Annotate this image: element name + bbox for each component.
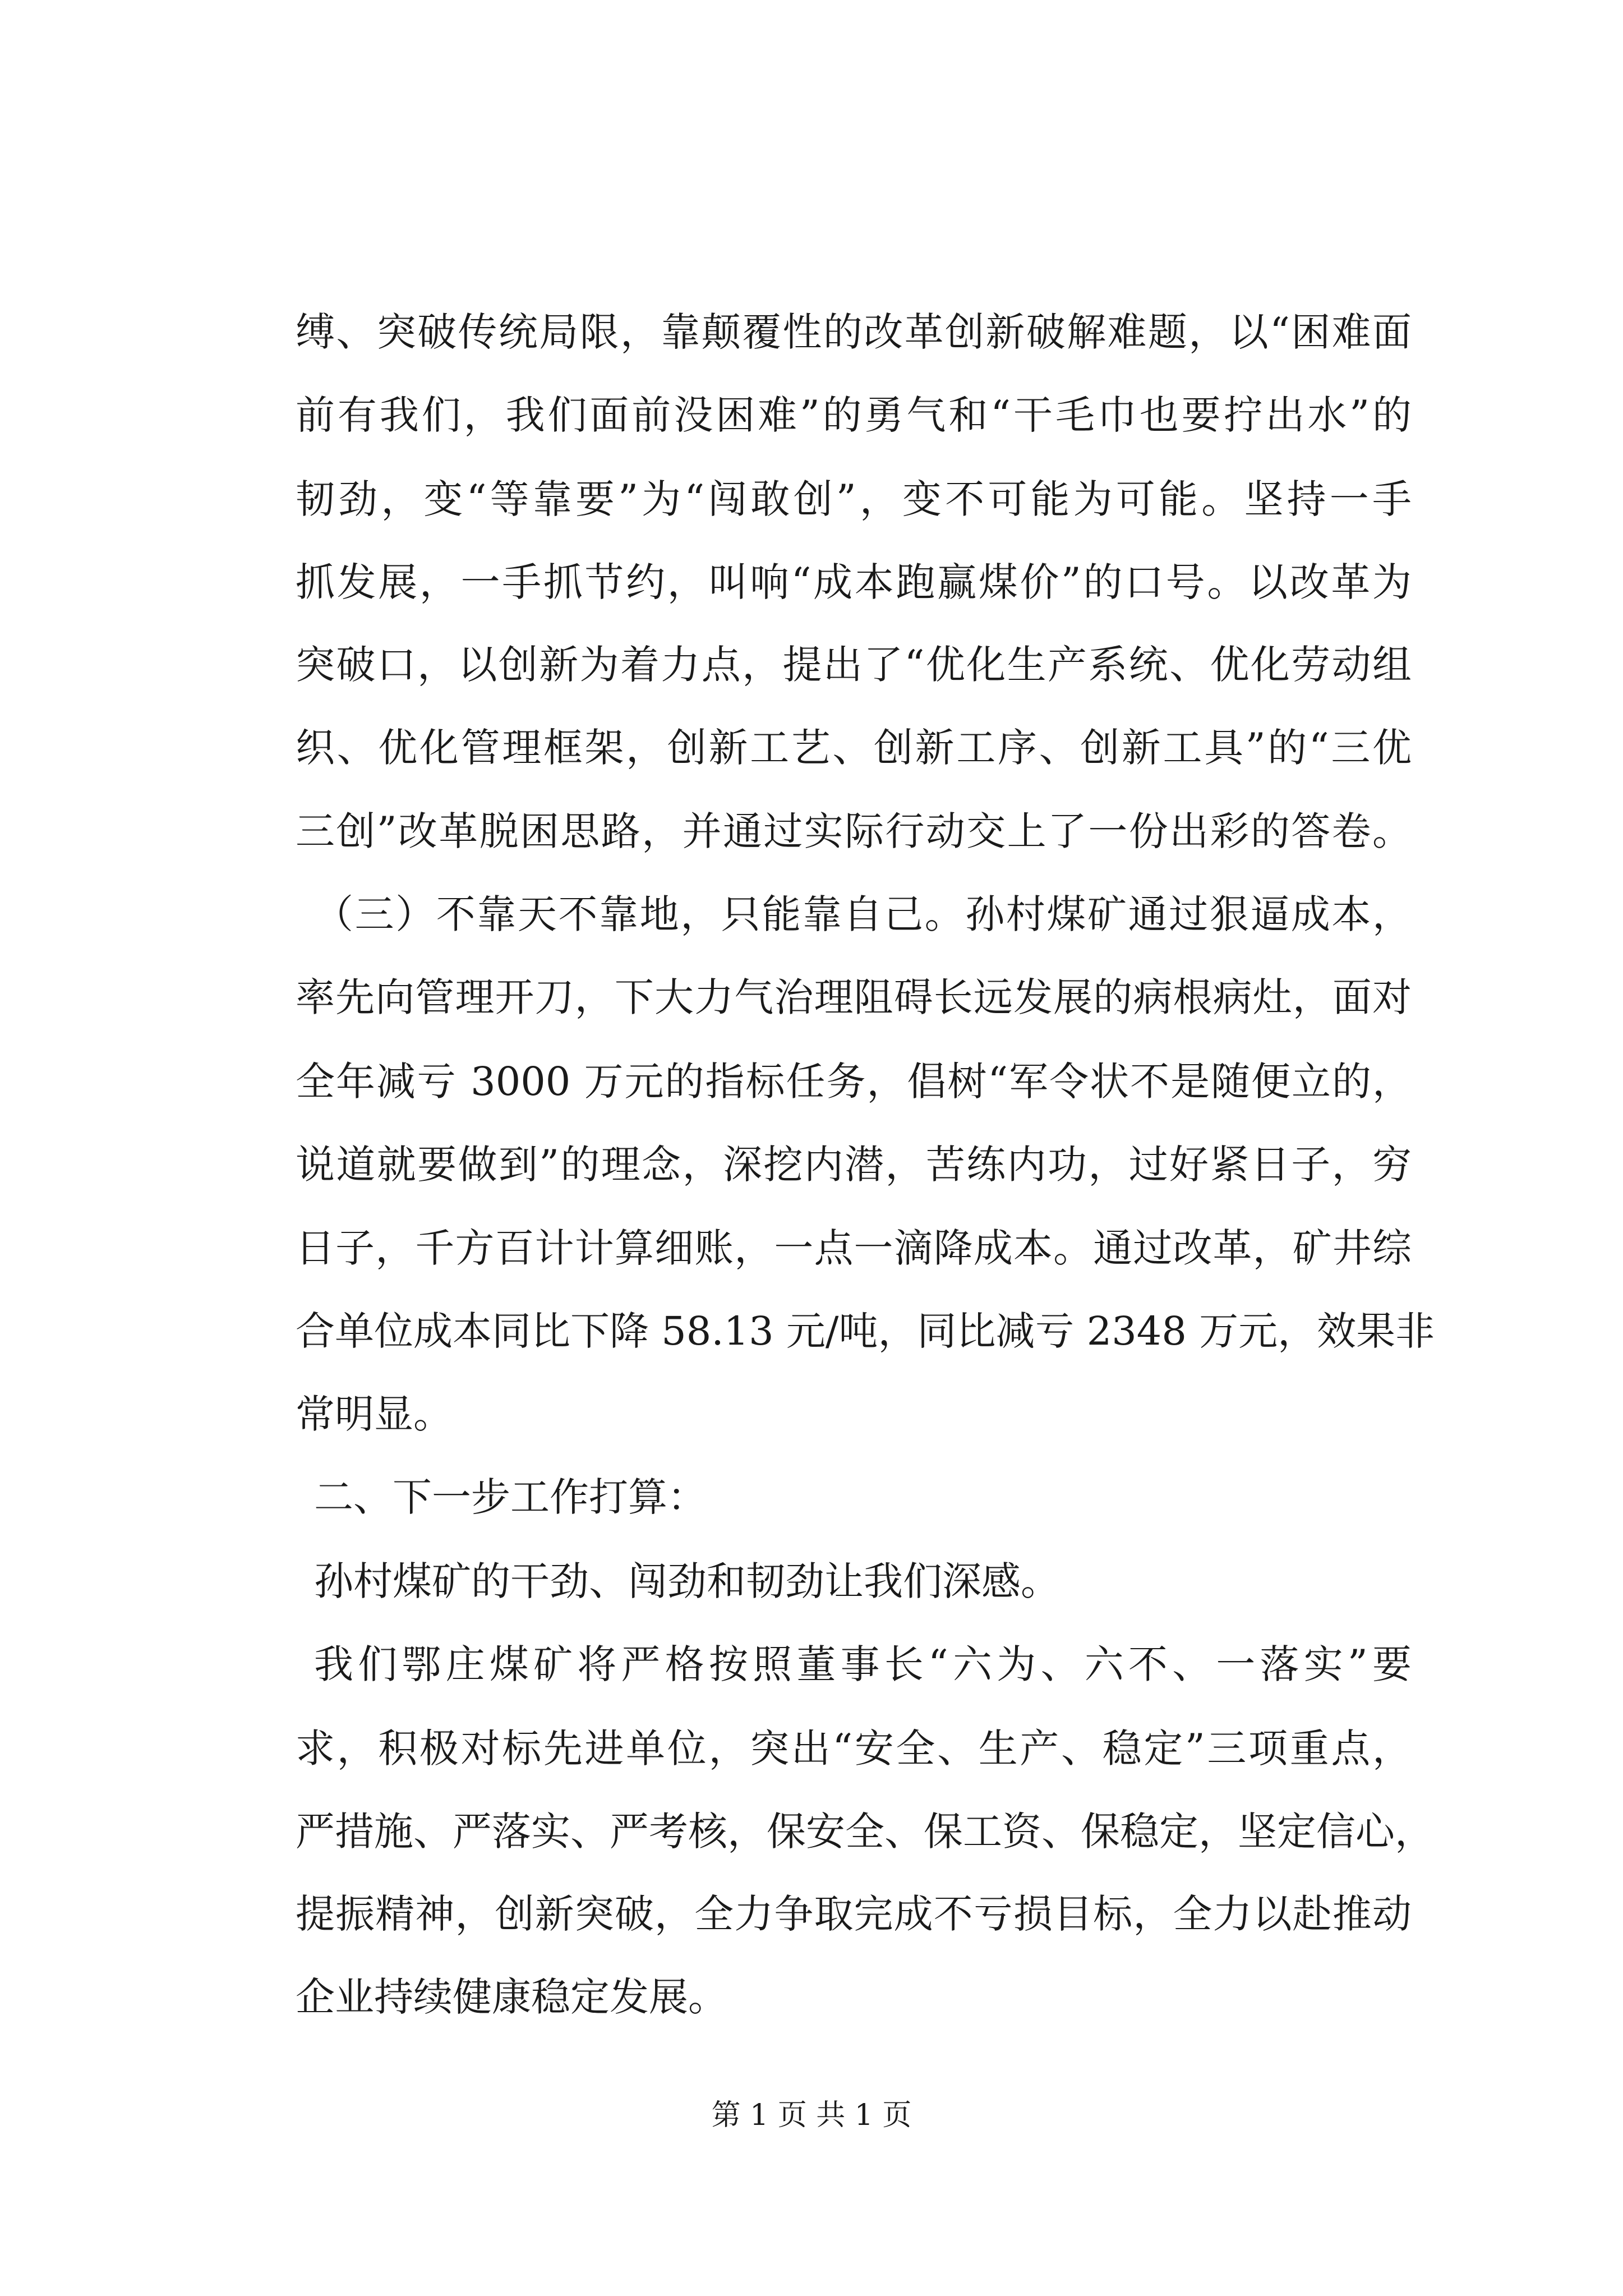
paragraph-line: 求，积极对标先进单位，突出“安全、生产、稳定”三项重点， (296, 1726, 1412, 1772)
paragraph-line: 合单位成本同比下降 58.13 元/吨，同比减亏 2348 万元，效果非 (296, 1308, 1435, 1354)
paragraph-line: 率先向管理开刀，下大力气治理阻碍长远发展的病根病灶，面对 (296, 974, 1412, 1020)
section-heading: 二、下一步工作打算： (314, 1474, 707, 1520)
paragraph-line: （三）不靠天不靠地，只能靠自己。孙村煤矿通过狠逼成本， (314, 891, 1412, 937)
paragraph-line: 突破口，以创新为着力点，提出了“优化生产系统、优化劳动组 (296, 642, 1412, 688)
paragraph-line: 常明显。 (296, 1391, 453, 1437)
paragraph-line: 全年减亏 3000 万元的指标任务，倡树“军令状不是随便立的， (296, 1059, 1412, 1105)
paragraph-line: 前有我们，我们面前没困难”的勇气和“干毛巾也要拧出水”的 (296, 392, 1412, 438)
page-number-footer: 第 1 页 共 1 页 (711, 2099, 912, 2132)
paragraph-line: 企业持续健康稳定发展。 (296, 1974, 727, 2020)
paragraph-line: 抓发展，一手抓节约，叫响“成本跑赢煤价”的口号。以改革为 (296, 559, 1412, 605)
paragraph-line: 缚、突破传统局限，靠颠覆性的改革创新破解难题，以“困难面 (296, 309, 1412, 355)
paragraph-line: 严措施、严落实、严考核，保安全、保工资、保稳定，坚定信心， (296, 1809, 1434, 1855)
paragraph-line: 孙村煤矿的干劲、闯劲和韧劲让我们深感。 (314, 1558, 1060, 1604)
paragraph-line: 日子，千方百计计算细账，一点一滴降成本。通过改革，矿井综 (296, 1225, 1412, 1271)
paragraph-line: 说道就要做到”的理念，深挖内潜，苦练内功，过好紧日子，穷 (296, 1142, 1412, 1188)
paragraph-line: 提振精神，创新突破，全力争取完成不亏损目标，全力以赴推动 (296, 1891, 1412, 1937)
paragraph-line: 织、优化管理框架，创新工艺、创新工序、创新工具”的“三优 (296, 725, 1412, 771)
paragraph-line: 韧劲，变“等靠要”为“闯敢创”，变不可能为可能。坚持一手 (296, 476, 1412, 522)
paragraph-line: 三创”改革脱困思路，并通过实际行动交上了一份出彩的答卷。 (296, 808, 1412, 854)
paragraph-line: 我们鄂庄煤矿将严格按照董事长“六为、六不、一落实”要 (314, 1641, 1412, 1687)
